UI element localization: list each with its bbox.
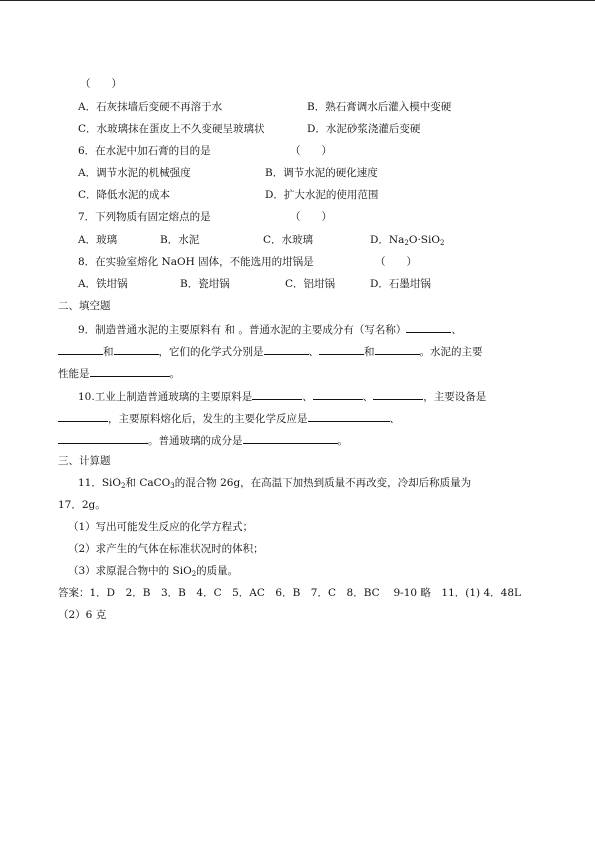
q10-text-4: ，主要设备是 xyxy=(423,391,487,403)
q11-text-1: 11．SiO xyxy=(78,477,122,489)
q10-text-5: ，主要原料熔化后，发生的主要化学反应是 xyxy=(108,413,308,425)
q8-stem: 8．在实验室熔化 NaOH 固体，不能选用的坩锅是 xyxy=(78,256,314,268)
q6-option-b: B．调节水泥的硬化速度 xyxy=(265,167,378,179)
q6-answer-paren: （ ） xyxy=(290,145,332,157)
q10-blank-3[interactable] xyxy=(373,388,423,400)
q10-blank-6[interactable] xyxy=(58,432,148,444)
q11-part-3-post: 的质量。 xyxy=(196,565,239,577)
q7-option-a: A．玻璃 xyxy=(78,234,118,246)
header-rule xyxy=(0,0,595,1)
q11-line-2: 17．2g。 xyxy=(58,499,106,511)
q9-text-9: 。 xyxy=(169,368,180,380)
q9-blank-1[interactable] xyxy=(406,321,451,333)
q9-blank-2[interactable] xyxy=(58,343,103,355)
answer-key-line-1: 答案：1．D 2．B 3．B 4．C 5．AC 6．B 7．C 8．BC 9-10 略 11．(1) 4．48L xyxy=(58,587,521,599)
q11-text-3: 的混合物 26g，在高温下加热到质量不再改变，冷却后称质量为 xyxy=(174,477,472,489)
q8-option-a: A．铁坩锅 xyxy=(78,278,128,290)
q10-blank-2[interactable] xyxy=(313,388,363,400)
q7-option-c: C．水玻璃 xyxy=(263,234,314,246)
section-title-fill-in: 二、填空题 xyxy=(58,300,111,312)
q7-option-d-sub2: 2 xyxy=(439,239,445,247)
q10-text-6: 、 xyxy=(389,413,400,425)
q8-option-c: C．铝坩锅 xyxy=(285,278,336,290)
q9-text-6: 和 xyxy=(364,346,375,358)
q10-line-3 xyxy=(58,432,348,446)
q11-part-3-pre: （3）求原混合物中的 SiO xyxy=(68,565,192,577)
q7-option-d xyxy=(370,233,444,247)
q11-sub-2: 3 xyxy=(170,482,175,490)
q6-option-a: A．调节水泥的机械强度 xyxy=(78,167,191,179)
q11-part-2: （2）求产生的气体在标准状况时的体积； xyxy=(68,543,264,555)
q8-answer-paren: （ ） xyxy=(375,256,417,268)
q7-option-d-pre: D．Na xyxy=(370,234,405,246)
q10-text-7: 。普通玻璃的成分是 xyxy=(148,435,243,447)
q11-part-1: （1）写出可能发生反应的化学方程式； xyxy=(68,521,254,533)
q9-blank-7[interactable] xyxy=(90,365,170,377)
q11-part-3-sub: 2 xyxy=(191,570,197,578)
q7-option-d-sub1: 2 xyxy=(404,239,409,247)
q11-sub-1: 2 xyxy=(121,482,126,490)
q7-answer-paren: （ ） xyxy=(290,211,332,223)
q10-blank-7[interactable] xyxy=(243,432,338,444)
q8-option-d: D．石墨坩锅 xyxy=(370,278,431,290)
q5-option-b: B．熟石膏调水后灌入模中变硬 xyxy=(307,101,452,113)
q9-text-4: ，它们的化学式分别是 xyxy=(158,346,264,358)
q9-text-8: 性能是 xyxy=(58,368,90,380)
q9-blank-5[interactable] xyxy=(319,343,364,355)
q10-text-1: 10.工业上制造普通玻璃的主要原料是 xyxy=(78,391,253,403)
q6-option-c: C．降低水泥的成本 xyxy=(78,189,171,201)
q10-line-1 xyxy=(78,388,486,402)
q10-line-2 xyxy=(58,410,400,424)
q7-option-d-mid: O·SiO xyxy=(408,234,440,246)
q10-text-2: 、 xyxy=(302,391,313,403)
q9-text-1: 9．制造普通水泥的主要原料有 和 。普通水泥的主要成分有（写名称） xyxy=(78,324,407,336)
q9-blank-6[interactable] xyxy=(375,343,420,355)
q11-part-3 xyxy=(68,564,238,578)
q5-option-a: A．石灰抹墙后变硬不再溶于水 xyxy=(78,101,223,113)
q5-answer-paren: （ ） xyxy=(80,78,122,90)
q10-text-3: 、 xyxy=(362,391,374,403)
q10-blank-1[interactable] xyxy=(252,388,302,400)
q9-blank-3[interactable] xyxy=(114,343,159,355)
q9-line-2 xyxy=(58,343,483,357)
q9-line-3 xyxy=(58,365,180,379)
section-title-calculation: 三、计算题 xyxy=(58,455,111,467)
q9-text-5: 、 xyxy=(308,346,319,358)
q6-option-d: D．扩大水泥的使用范围 xyxy=(265,189,379,201)
q9-text-7: 。水泥的主要 xyxy=(419,346,483,358)
q6-stem: 6．在水泥中加石膏的目的是 xyxy=(78,145,211,157)
q10-blank-5[interactable] xyxy=(308,410,390,422)
q5-option-c: C．水玻璃抹在蛋皮上不久变硬呈玻璃状 xyxy=(78,123,265,135)
q9-blank-4[interactable] xyxy=(264,343,309,355)
q10-blank-4[interactable] xyxy=(58,410,108,422)
q9-line-1 xyxy=(78,321,462,335)
q7-stem: 7．下列物质有固定熔点的是 xyxy=(78,211,211,223)
q10-text-8: 。 xyxy=(337,435,348,447)
answer-key-line-2: （2）6 克 xyxy=(58,609,107,621)
q9-text-3: 和 xyxy=(103,346,114,358)
q9-text-2: 、 xyxy=(451,324,462,336)
q7-option-b: B．水泥 xyxy=(160,234,200,246)
q5-option-d: D．水泥砂浆浇灌后变硬 xyxy=(307,123,421,135)
q11-text-2: 和 CaCO xyxy=(125,477,171,489)
q11-line-1 xyxy=(78,476,471,490)
q8-option-b: B．瓷坩锅 xyxy=(180,278,230,290)
